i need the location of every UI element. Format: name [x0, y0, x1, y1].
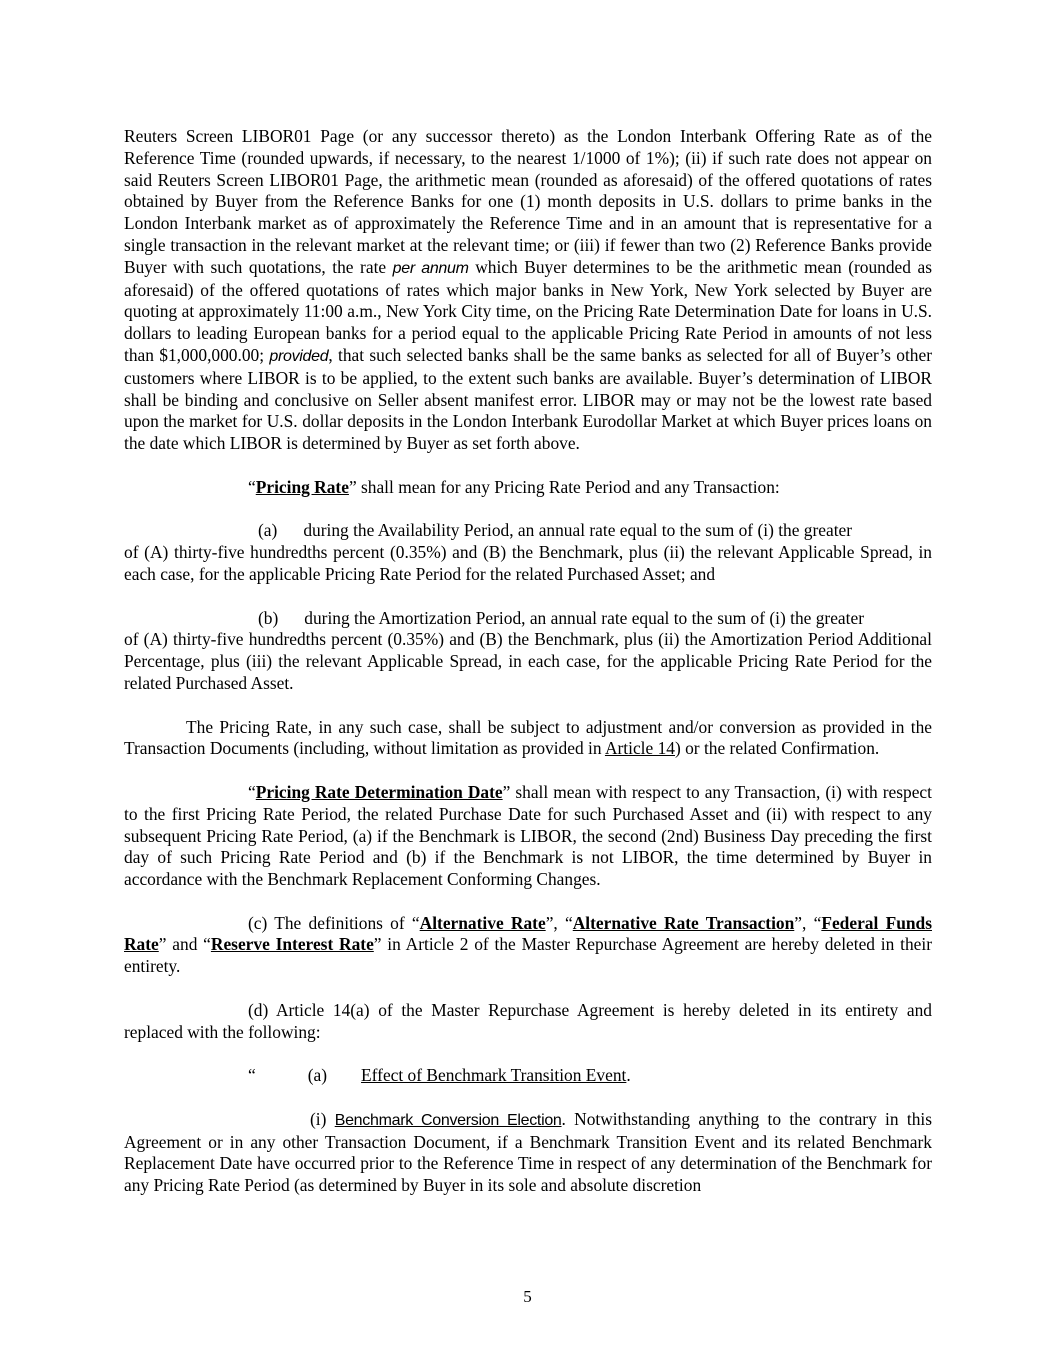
benchmark-conversion-election-paragraph: (i) Benchmark Conversion Election. Notwithstanding anything to the contrary in this Agreement or in any other Transaction Document, if a Benchmark Transition Event and its related Benchmark Replacement Date have occurred prior to the Reference Time in respect of any determination of the Benchmark for any Pricing Rate Period (as determined by Buyer in its sole and absolute discretion [124, 1108, 932, 1196]
provided-text: provided [269, 347, 329, 365]
term-reserve-interest-rate: Reserve Interest Rate [210, 934, 374, 955]
libor-definition-paragraph: Reuters Screen LIBOR01 Page (or any successor thereto) as the London Interbank Offering Rate as of the Reference Time (rounded upwards, if necessary, to the nearest 1/1000 of 1%); (ii) if such rate does not appear on said Reuters Screen LIBOR01 Page, the arithmetic mean (rounded as aforesaid) of the offered quotations of rates obtained by Buyer from the Reference Banks for one (1) month deposits in U.S. dollars to prime banks in the London Interbank market as of approximately the Reference Time and in an amount that is representative for a single transaction in the relevant market at the relevant time; or (iii) if fewer than two (2) Reference Banks provide Buyer with such quotations, the rate per annum which Buyer determines to be the arithmetic mean (rounded as aforesaid) of the offered quotations of rates which major banks in New York, New York selected by Buyer are quoting at approximately 11:00 a.m., New York City time, on the Pricing Rate Determination Date for loans in U.S. dollars to leading European banks for a period equal to the applicable Pricing Rate Period in amounts of not less than $1,000,000.00; provided, that such selected banks shall be the same banks as selected for all of Buyer’s other customers where LIBOR is to be applied, to the extent such banks are available. Buyer’s determination of LIBOR shall be binding and conclusive on Seller absent manifest error. LIBOR may or may not be the lowest rate based upon the market for U.S. dollar deposits in the London Interbank Eurodollar Market at which Buyer prices loans on the date which LIBOR is determined by Buyer as set forth above. [124, 126, 933, 454]
term-pricing-rate: Pricing Rate [255, 476, 349, 497]
page-number: 5 [523, 1287, 532, 1306]
clause-d-paragraph: (d) Article 14(a) of the Master Repurchase Agreement is hereby deleted in its entirety and replaced with the following: [124, 999, 932, 1042]
pricing-rate-definition: “Pricing Rate” shall mean for any Pricing Rate Period and any Transaction: [248, 476, 780, 497]
section-a-heading: Effect of Benchmark Transition Event [361, 1065, 627, 1086]
term-federal-funds-rate: Federal Funds Rate [124, 912, 932, 955]
section-a-label: (a) [307, 1065, 328, 1086]
pricing-rate-determination-date-definition: “Pricing Rate Determination Date” shall mean with respect to any Transaction, (i) with respect to the first Pricing Rate Period, the related Purchase Date for such Purchased Asset and (ii) with respect to any subsequent Pricing Rate Period, (a) if the Benchmark is LIBOR, the second (2nd) Business Day preceding the first day of such Pricing Rate Period and (b) if the Benchmark is not LIBOR, the time determined by Buyer in accordance with the Benchmark Replacement Conforming Changes. [124, 781, 932, 890]
term-pricing-rate-determination-date: Pricing Rate Determination Date [255, 781, 503, 802]
benchmark-conversion-election-heading: Benchmark Conversion Election [334, 1111, 562, 1129]
article-14-reference: Article 14 [604, 738, 675, 759]
clause-b-label: (b) [258, 607, 279, 628]
clause-a-label: (a) [258, 520, 278, 541]
open-quote: “ [248, 1065, 256, 1086]
clause-b-continuation: of (A) thirty-five hundredths percent (0.35%) and (B) the Benchmark, plus (ii) the Amortization Period Additional Percentage, plus (iii) the relevant Applicable Spread, in each case, for the applicable Pricing Rate Period for the related Purchased Asset. [124, 629, 932, 693]
clause-a-paragraph: (a) during the Availability Period, an annual rate equal to the sum of (i) the greater [258, 520, 853, 541]
section-a-heading-line: “ (a) Effect of Benchmark Transition Event. [248, 1065, 631, 1086]
clause-a-continuation: of (A) thirty-five hundredths percent (0.35%) and (B) the Benchmark, plus (ii) the relevant Applicable Spread, in each case, for the applicable Pricing Rate Period for the related Purchased Asset; and [124, 542, 932, 584]
term-alternative-rate-transaction: Alternative Rate Transaction [572, 912, 795, 933]
page-body [124, 126, 932, 1197]
per-annum-text: per annum [392, 259, 469, 277]
pricing-rate-adjustment-paragraph: The Pricing Rate, in any such case, shall be subject to adjustment and/or conversion as provided in the Transaction Documents (including, without limitation as provided in Article 14) or the related Confirmation. [124, 716, 932, 759]
term-alternative-rate: Alternative Rate [419, 912, 546, 933]
clause-b-paragraph: (b) during the Amortization Period, an annual rate equal to the sum of (i) the greater [258, 607, 864, 628]
clause-c-paragraph: (c) The definitions of “Alternative Rate”, “Alternative Rate Transaction”, “Federal Funds Rate” and “Reserve Interest Rate” in Article 2 of the Master Repurchase Agreement are hereby deleted in their entirety. [124, 912, 932, 977]
